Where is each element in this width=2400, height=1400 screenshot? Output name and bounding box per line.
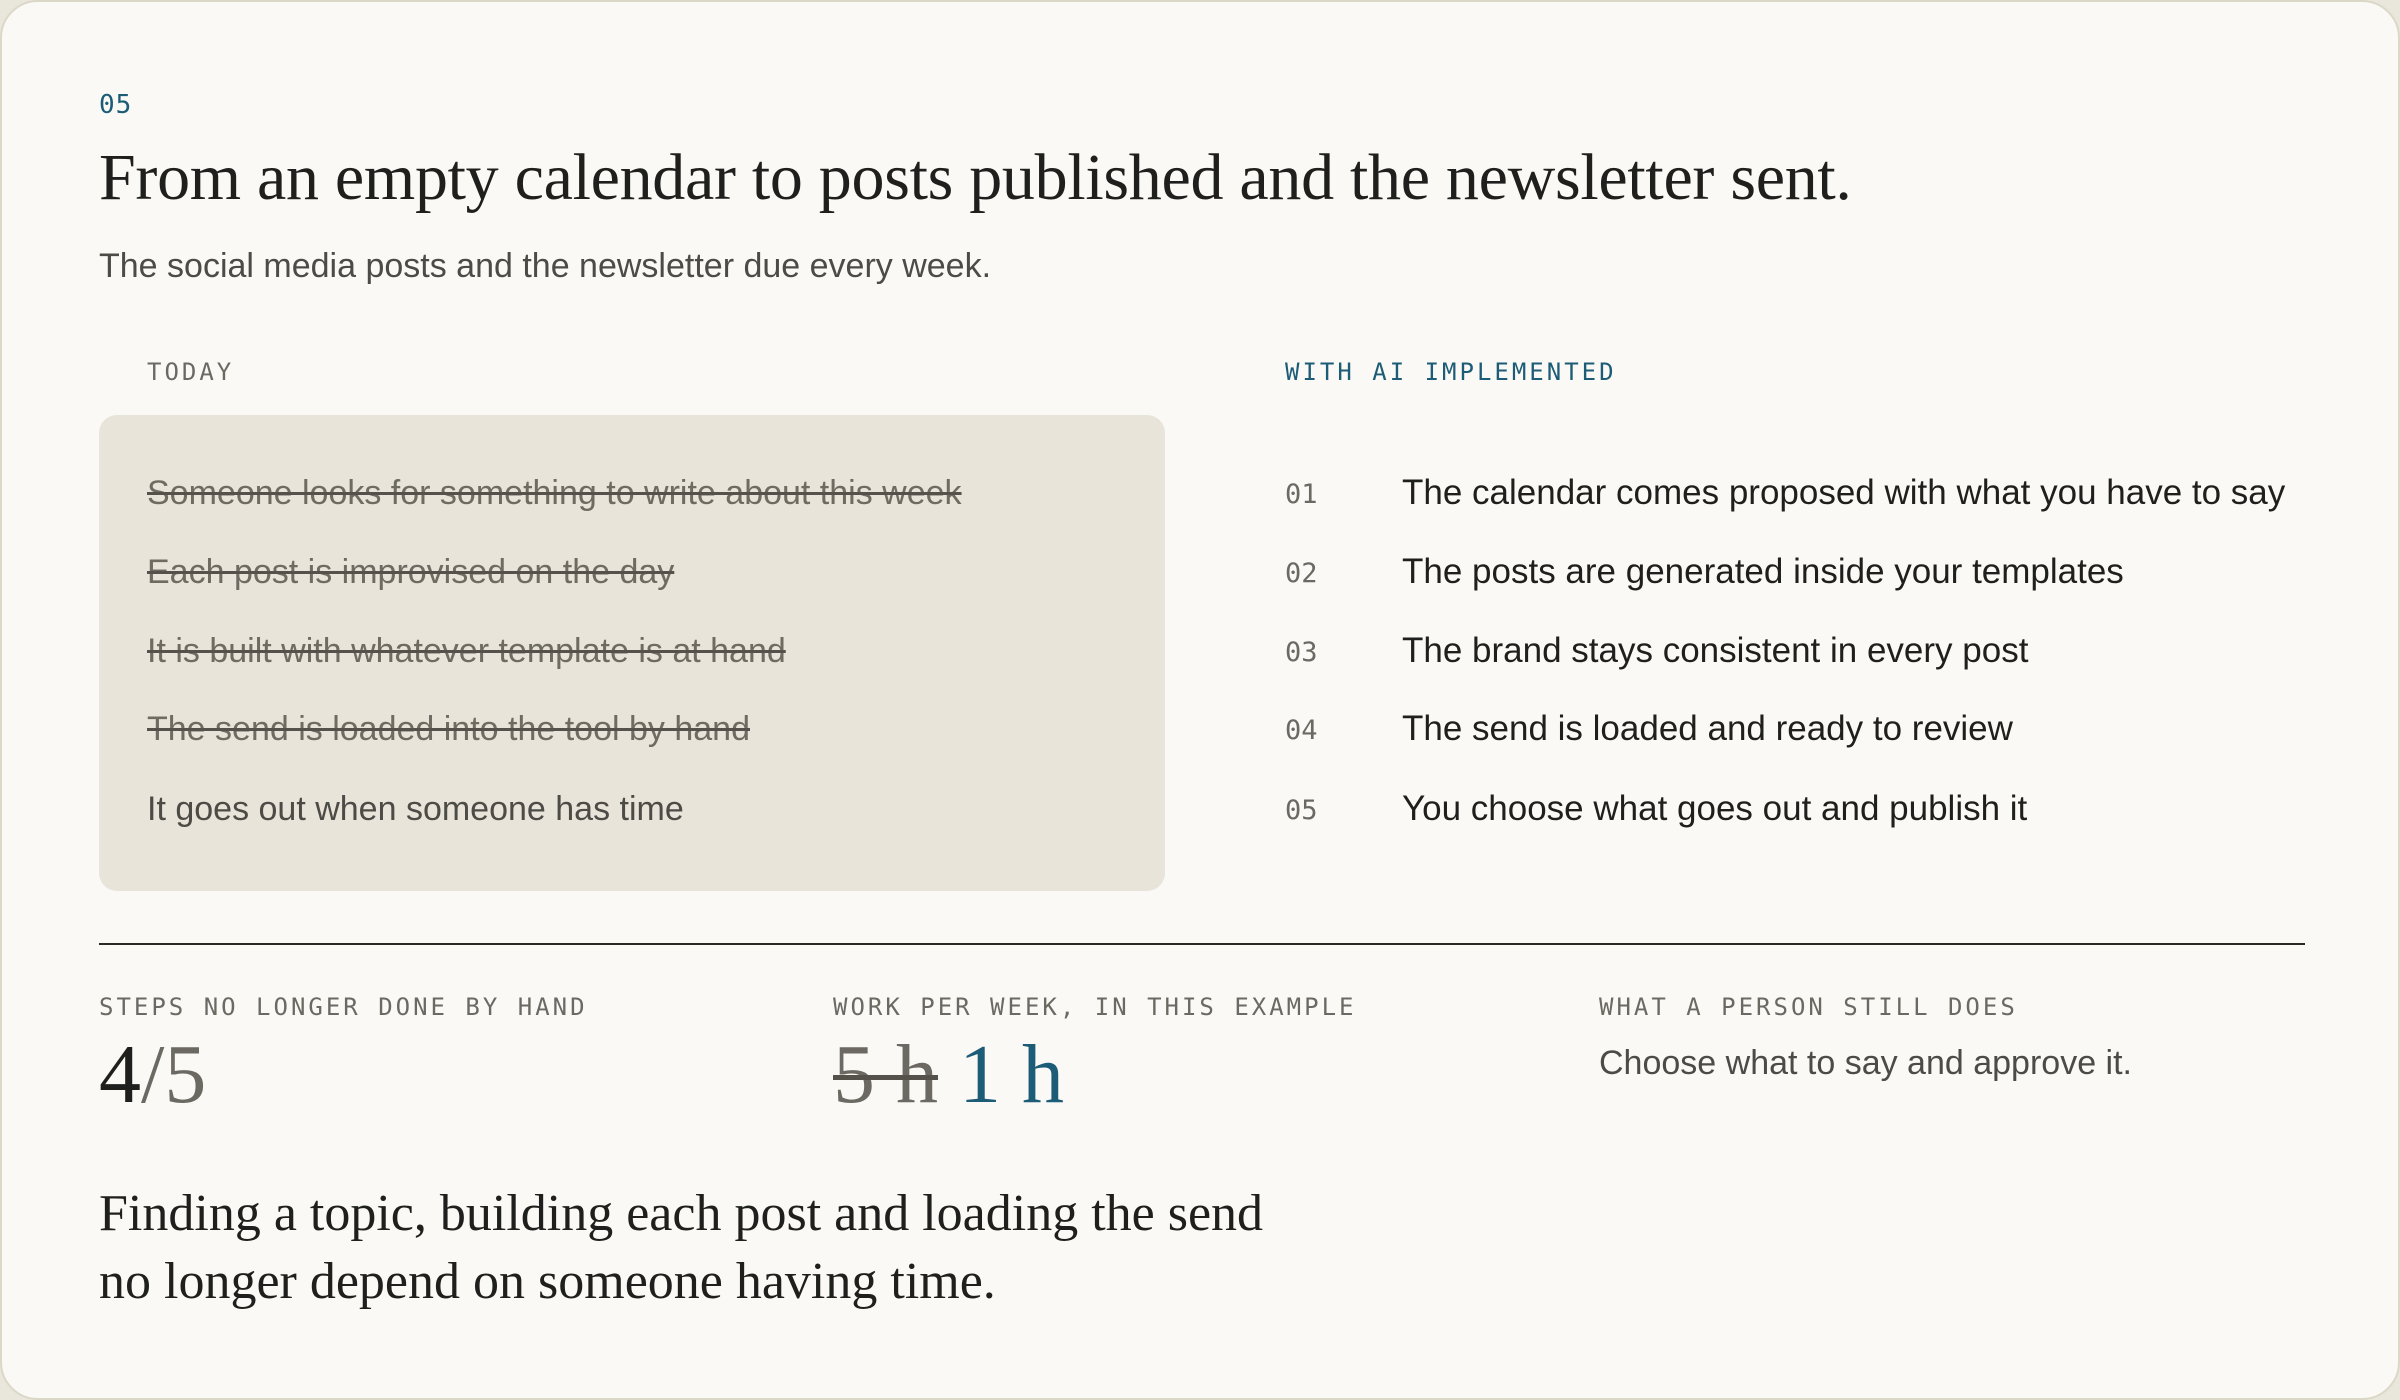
steps-numerator: 4 (99, 1028, 141, 1121)
work-after-value: 1 h (959, 1028, 1064, 1121)
ai-step-text: The posts are generated inside your templates (1402, 552, 2124, 591)
person-stat-label: WHAT A PERSON STILL DOES (1599, 993, 2018, 1021)
ai-step-text: The brand stays consistent in every post (1402, 631, 2029, 670)
today-item-struck: Someone looks for something to write about this week (147, 474, 962, 512)
ai-step-text: The calendar comes proposed with what you have to say (1402, 473, 2286, 512)
ai-step-number: 02 (1285, 558, 1318, 589)
today-item-remaining: It goes out when someone has time (147, 790, 684, 828)
work-before-value: 5 h (833, 1028, 938, 1121)
work-stat-label: WORK PER WEEK, IN THIS EXAMPLE (833, 993, 1357, 1021)
steps-denominator: /5 (141, 1028, 207, 1121)
today-item-struck: It is built with whatever template is at hand (147, 632, 786, 670)
page-subtitle: The social media posts and the newsletter due every week. (99, 247, 992, 285)
today-label: TODAY (147, 358, 235, 386)
work-stat-value (833, 1028, 1064, 1121)
today-item-struck: The send is loaded into the tool by hand (147, 710, 750, 748)
section-divider (99, 943, 2305, 945)
with-ai-label: WITH AI IMPLEMENTED (1285, 358, 1617, 386)
today-item-struck: Each post is improvised on the day (147, 553, 675, 591)
section-number: 05 (99, 90, 133, 120)
ai-step-number: 01 (1285, 479, 1318, 510)
ai-step-number: 05 (1285, 795, 1318, 826)
person-stat-text: Choose what to say and approve it. (1599, 1044, 2132, 1082)
page-title: From an empty calendar to posts published and the newsletter sent. (99, 141, 1852, 214)
steps-stat-value (99, 1028, 207, 1121)
ai-step-number: 04 (1285, 715, 1318, 746)
ai-step-text: The send is loaded and ready to review (1402, 709, 2013, 748)
ai-step-number: 03 (1285, 637, 1318, 668)
ai-step-text: You choose what goes out and publish it (1402, 789, 2028, 828)
closing-statement: Finding a topic, building each post and loading the send no longer depend on someone having time. (99, 1185, 1264, 1310)
steps-stat-label: STEPS NO LONGER DONE BY HAND (99, 993, 588, 1021)
